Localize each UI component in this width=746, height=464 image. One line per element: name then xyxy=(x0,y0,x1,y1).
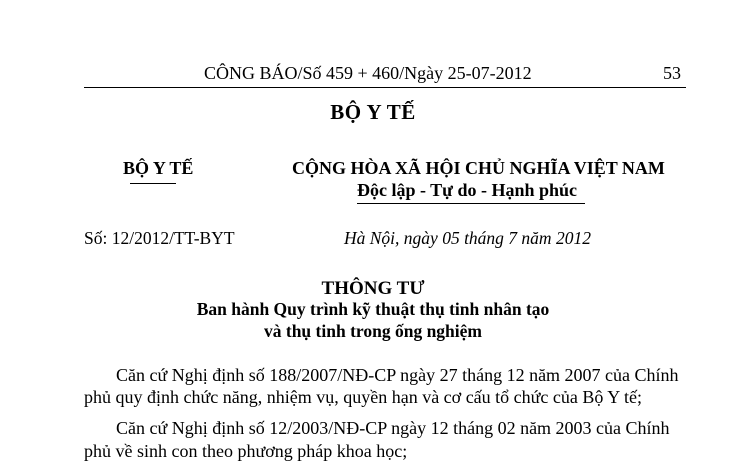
document-subject-line: Ban hành Quy trình kỹ thuật thụ tinh nhân tạo xyxy=(196,299,550,319)
header-rule xyxy=(84,87,686,88)
legal-basis-line: Căn cứ Nghị định số 12/2003/NĐ-CP ngày 12 tháng 02 năm 2003 của Chính xyxy=(116,418,670,438)
country-name: CỘNG HÒA XÃ HỘI CHỦ NGHĨA VIỆT NAM xyxy=(292,158,665,178)
ministry-name: BỘ Y TẾ xyxy=(123,158,194,178)
motto-underline xyxy=(357,203,585,204)
legal-basis-line: phủ quy định chức năng, nhiệm vụ, quyền hạn và cơ cấu tổ chức của Bộ Y tế; xyxy=(84,387,643,407)
ministry-underline xyxy=(130,183,176,184)
legal-basis-line: Căn cứ Nghị định số 188/2007/NĐ-CP ngày 27 tháng 12 năm 2007 của Chính xyxy=(116,365,679,385)
country-motto: Độc lập - Tự do - Hạnh phúc xyxy=(357,180,578,200)
page-number: 53 xyxy=(663,63,681,83)
document-subject-line: và thụ tinh trong ống nghiệm xyxy=(264,321,482,341)
document-number: Số: 12/2012/TT-BYT xyxy=(84,228,235,248)
issuer-title: BỘ Y TẾ xyxy=(330,100,416,124)
gazette-header: CÔNG BÁO/Số 459 + 460/Ngày 25-07-2012 xyxy=(204,63,532,83)
document-type: THÔNG TƯ xyxy=(321,278,425,299)
place-date: Hà Nội, ngày 05 tháng 7 năm 2012 xyxy=(344,228,591,248)
legal-basis-line: phủ về sinh con theo phương pháp khoa học; xyxy=(84,441,408,461)
